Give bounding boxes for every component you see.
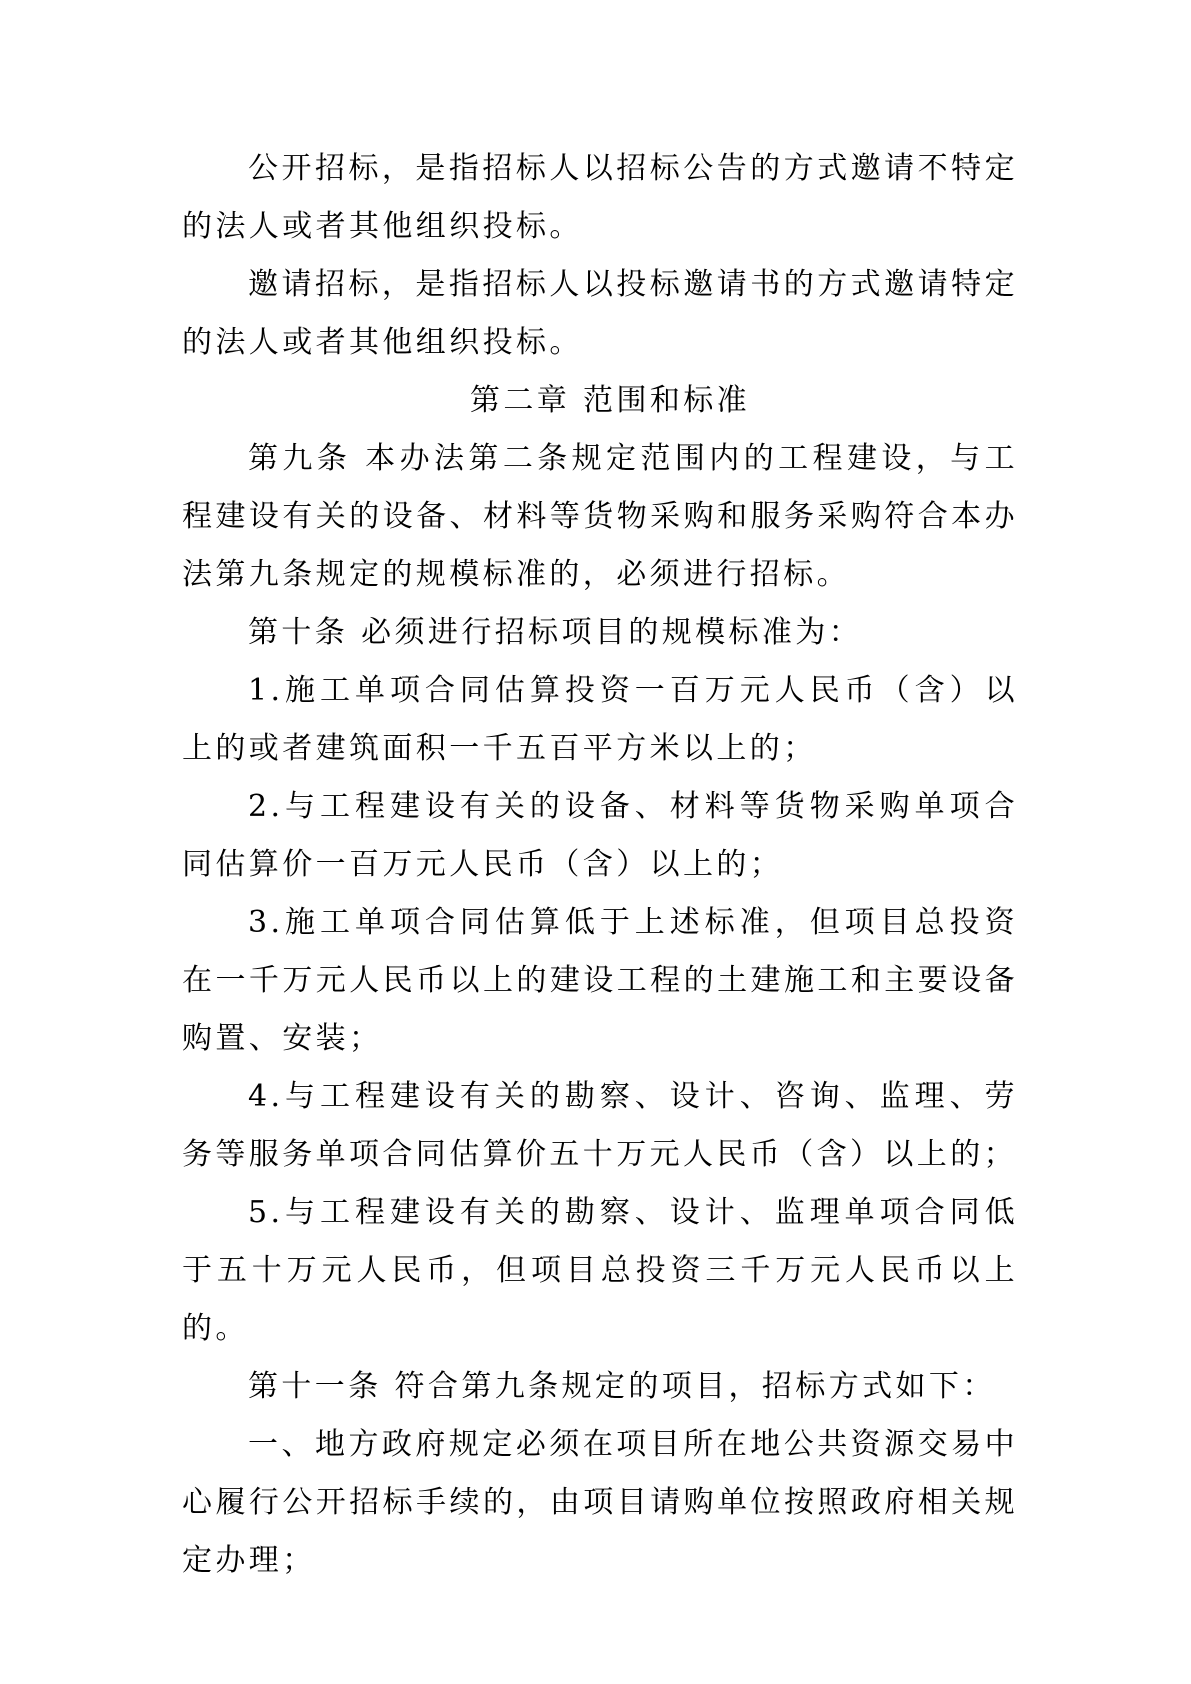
- article-10-item-5: 5.与工程建设有关的勘察、设计、监理单项合同低于五十万元人民币，但项目总投资三千万元人民币以上的。: [182, 1195, 1018, 1346]
- article-11: 第十一条 符合第九条规定的项目，招标方式如下：: [248, 1369, 996, 1404]
- article-10: 第十条 必须进行招标项目的规模标准为：: [248, 615, 863, 650]
- paragraph-invited-tender-definition: 邀请招标，是指招标人以投标邀请书的方式邀请特定的法人或者其他组织投标。: [182, 267, 1018, 360]
- article-10-item-3: 3.施工单项合同估算低于上述标准，但项目总投资在一千万元人民币以上的建设工程的土建施工和主要设备购置、安装；: [182, 905, 1018, 1056]
- article-9: 第九条 本办法第二条规定范围内的工程建设，与工程建设有关的设备、材料等货物采购和服务采购符合本办法第九条规定的规模标准的，必须进行招标。: [182, 441, 1018, 592]
- chapter-title: 第二章 范围和标准: [469, 383, 751, 418]
- article-10-item-2: 2.与工程建设有关的设备、材料等货物采购单项合同估算价一百万元人民币（含）以上的；: [182, 789, 1018, 882]
- article-10-item-1: 1.施工单项合同估算投资一百万元人民币（含）以上的或者建筑面积一千五百平方米以上的；: [182, 673, 1018, 766]
- paragraph-open-tender-definition: 公开招标，是指招标人以招标公告的方式邀请不特定的法人或者其他组织投标。: [182, 151, 1018, 244]
- article-11-item-1: 一、地方政府规定必须在项目所在地公共资源交易中心履行公开招标手续的，由项目请购单位按照政府相关规定办理；: [182, 1427, 1018, 1578]
- article-10-item-4: 4.与工程建设有关的勘察、设计、咨询、监理、劳务等服务单项合同估算价五十万元人民币（含）以上的；: [182, 1079, 1018, 1172]
- document-page: [182, 140, 1018, 1590]
